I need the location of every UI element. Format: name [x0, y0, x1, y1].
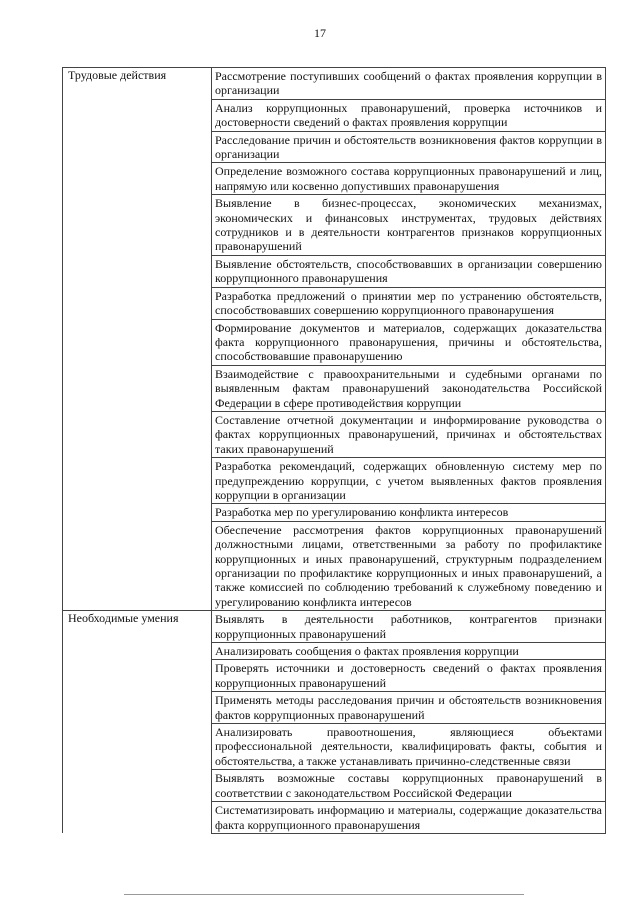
table-cell: Рассмотрение поступивших сообщений о фактах проявления коррупции в организации: [212, 68, 606, 100]
page-number: 17: [314, 26, 326, 40]
bottom-divider: [124, 894, 524, 895]
table-cell: Выявлять в деятельности работников, контрагентов признаки коррупционных правонарушений: [212, 611, 606, 643]
table-cell: Проверять источники и достоверность сведений о фактах проявления коррупционных правонарушений: [212, 660, 606, 692]
table-cell: Применять методы расследования причин и обстоятельств возникновения фактов коррупционных правонарушений: [212, 692, 606, 724]
table-cell: Разработка предложений о принятии мер по устранению обстоятельств, способствовавших совершению коррупционного правонарушения: [212, 287, 606, 319]
section-label-required-skills: Необходимые умения: [63, 611, 212, 834]
table-cell: Анализировать правоотношения, являющиеся объектами профессиональной деятельности, квалифицировать факты, события и обстоятельства, а также устанавливать причинно-следственные связи: [212, 724, 606, 770]
section-label-labor-actions: Трудовые действия: [63, 68, 212, 611]
competency-table: [62, 67, 606, 834]
table-cell: Анализировать сообщения о фактах проявления коррупции: [212, 643, 606, 660]
table-row: [63, 68, 606, 100]
table-row: [63, 611, 606, 643]
table-cell: Формирование документов и материалов, содержащих доказательства факта коррупционного правонарушения, причины и обстоятельства, способствовавшие правонарушению: [212, 319, 606, 365]
table-cell: Систематизировать информацию и материалы, содержащие доказательства факта коррупционного правонарушения: [212, 802, 606, 834]
table-cell: Выявление в бизнес-процессах, экономических механизмах, экономических и финансовых инструментах, трудовых действиях сотрудников и в деятельности контрагентов признаков коррупционных правонарушений: [212, 195, 606, 256]
table-cell: Разработка рекомендаций, содержащих обновленную систему мер по предупреждению коррупции, с учетом выявленных фактов проявления коррупции в организации: [212, 458, 606, 504]
table-cell: Выявлять возможные составы коррупционных правонарушений в соответствии с законодательством Российской Федерации: [212, 770, 606, 802]
table-cell: Взаимодействие с правоохранительными и судебными органами по выявленным фактам правонарушений законодательства Российской Федерации в сфере противодействия коррупции: [212, 365, 606, 411]
table-cell: Анализ коррупционных правонарушений, проверка источников и достоверности сведений о фактах проявления коррупции: [212, 99, 606, 131]
table-cell: Разработка мер по урегулированию конфликта интересов: [212, 504, 606, 521]
table-cell: Выявление обстоятельств, способствовавших в организации совершению коррупционного правонарушения: [212, 255, 606, 287]
table-cell: Обеспечение рассмотрения фактов коррупционных правонарушений должностными лицами, ответственными за работу по профилактике коррупционных и иных правонарушений, структурным подразделением организации по профилактике коррупционных и иных правонарушений, а также комиссией по соблюдению требований к служебному поведению и урегулированию конфликта интересов: [212, 521, 606, 610]
table-cell: Составление отчетной документации и информирование руководства о фактах коррупционных правонарушений, причинах и обстоятельствах таких правонарушений: [212, 411, 606, 457]
table-cell: Определение возможного состава коррупционных правонарушений и лиц, напрямую или косвенно допустивших правонарушения: [212, 163, 606, 195]
table-cell: Расследование причин и обстоятельств возникновения фактов коррупции в организации: [212, 131, 606, 163]
